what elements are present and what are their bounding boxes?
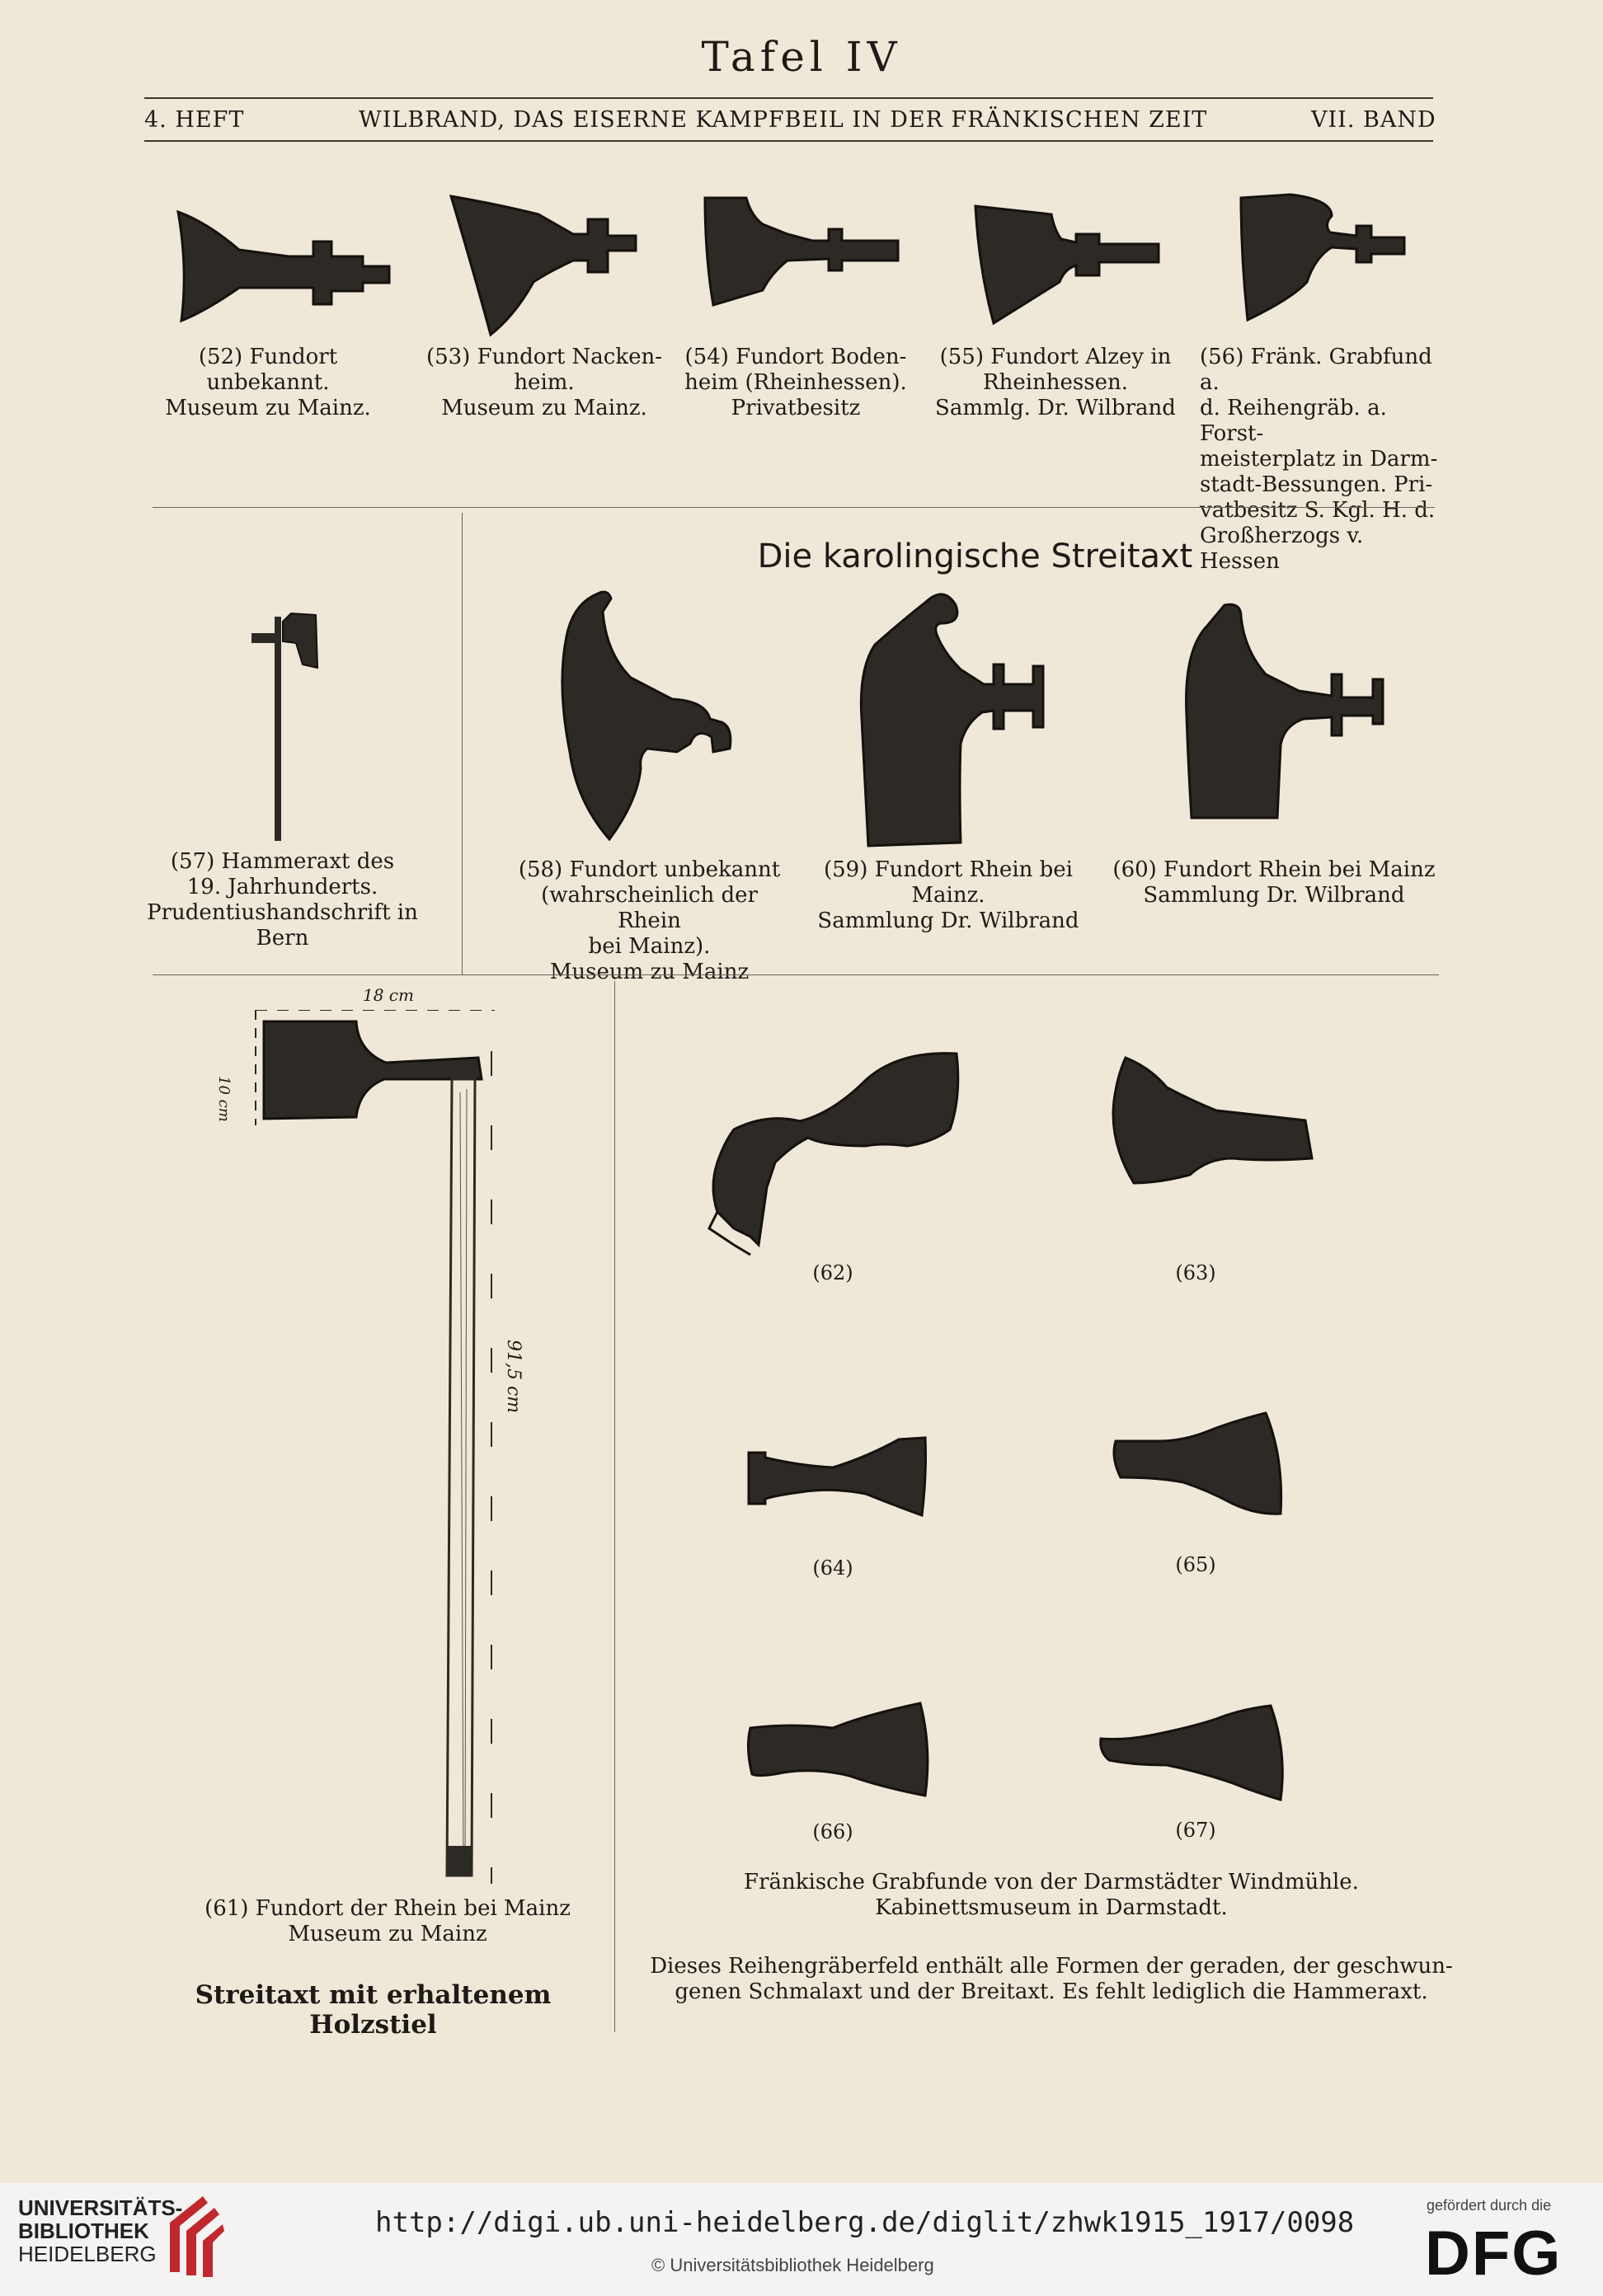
label-67: (67) [1175,1819,1216,1842]
header-issue: 4. HEFT [144,107,245,133]
axe-figure-66 [742,1698,936,1801]
caption-60 [1101,857,1447,909]
caption-59-line: Mainz. [911,883,985,908]
note-paragraph [635,1954,1468,2005]
caption-54-line: heim (Rheinhessen). [684,370,907,395]
group-caption [660,1870,1443,1921]
caption-61-line: Museum zu Mainz [288,1922,487,1946]
caption-54-line: (54) Fundort Boden- [684,345,907,369]
caption-57-line: (57) Hammeraxt des [170,849,395,874]
copyright-notice: © Universitätsbibliothek Heidelberg [651,2255,934,2275]
caption-55 [924,345,1187,421]
caption-56-line: meisterplatz in Darm- [1200,447,1438,472]
caption-54-line: Privatbesitz [731,396,861,420]
section-title: Die karolingische Streitaxt [757,538,1193,575]
axe-figure-60 [1175,600,1398,823]
caption-56-line: vatbesitz S. Kgl. H. d. [1200,498,1436,523]
group-caption-line: Fränkische Grabfunde von der Darmstädter Windmühle. [744,1870,1359,1895]
caption-56-line: Großherzogs v. Hessen [1200,524,1364,574]
divider-row1 [153,507,1435,508]
axe-figure-64 [742,1433,928,1519]
axe-figure-56 [1233,191,1410,323]
hammer-axe-figure-57 [243,610,326,845]
label-64: (64) [812,1556,853,1580]
caption-55-line: (55) Fundort Alzey in [939,345,1172,369]
caption-55-line: Sammlg. Dr. Wilbrand [935,396,1176,420]
caption-56-line: d. Reihengräb. a. Forst- [1200,396,1387,446]
funding-note: gefördert durch die [1427,2197,1552,2214]
caption-53-line: Museum zu Mainz. [441,396,647,420]
caption-57-line: Bern [256,926,309,951]
axe-figure-63 [1101,1051,1315,1187]
caption-58-line: bei Mainz). [588,934,711,959]
caption-58-line: (58) Fundort unbekannt [518,857,781,882]
library-name-line1: UNIVERSITÄTS- [18,2195,183,2220]
header-volume: VII. BAND [1311,107,1436,133]
axe-figure-65 [1109,1408,1286,1524]
caption-58 [507,857,792,985]
label-66: (66) [812,1820,853,1843]
caption-56-line: (56) Fränk. Grabfund a. [1200,345,1432,395]
caption-58-line: Museum zu Mainz [549,960,750,984]
dfg-logo: DFG [1425,2219,1563,2289]
library-name [18,2196,182,2265]
caption-58-line: (wahrscheinlich der Rhein [541,883,758,933]
caption-60-line: Sammlung Dr. Wilbrand [1143,883,1405,908]
caption-57 [132,849,433,951]
caption-60-line: (60) Fundort Rhein bei Mainz [1112,857,1436,882]
axe-figure-52 [173,202,396,330]
axe-figure-53 [441,191,643,340]
library-name-line3: HEIDELBERG [18,2242,157,2266]
axe-figure-54 [697,191,903,315]
caption-55-line: Rheinhessen. [983,370,1128,395]
note-line: Dieses Reihengräberfeld enthält alle Formen der geraden, der geschwun- [650,1954,1453,1979]
group-caption-line: Kabinettsmuseum in Darmstadt. [875,1895,1228,1920]
measure-length-label: 91,5 cm [503,1340,524,1414]
caption-61 [190,1896,585,1947]
caption-53-line: (53) Fundort Nacken- [425,345,663,369]
axe-figure-62 [684,1047,973,1257]
caption-53-line: heim. [514,370,575,395]
caption-53 [416,345,672,421]
caption-59 [804,857,1093,934]
ub-logo-icon [162,2190,228,2280]
library-name-line2: BIBLIOTHEK [18,2219,149,2243]
caption-57-line: Prudentiushandschrift in [147,900,418,925]
header-rule-bottom [144,140,1433,142]
measure-height-label: 10 cm [215,1076,233,1122]
axe-figure-67 [1093,1702,1290,1805]
caption-52-line: (52) Fundort unbekannt. [198,345,338,395]
caption-61-line: (61) Fundort der Rhein bei Mainz [204,1896,571,1921]
label-65: (65) [1175,1553,1216,1576]
axe-figure-55 [969,203,1167,326]
axe-with-handle-figure-61 [247,1010,519,1900]
caption-54 [668,345,924,421]
caption-52 [140,345,396,421]
page-title: Tafel IV [701,33,902,81]
caption-57-line: 19. Jahrhunderts. [186,875,378,899]
measure-width-label: 18 cm [363,985,414,1005]
left-heading: Streitaxt mit erhaltenem Holzstiel [195,1980,552,2040]
caption-52-line: Museum zu Mainz. [165,396,371,420]
permalink-url[interactable]: http://digi.ub.uni-heidelberg.de/diglit/zhwk1915_1917/0098 [375,2206,1355,2239]
caption-59-line: (59) Fundort Rhein bei [824,857,1073,882]
divider-row2-vertical [462,513,463,974]
header-rule-top [144,97,1433,99]
note-line: genen Schmalaxt und der Breitaxt. Es fehlt lediglich die Hammeraxt. [675,1979,1428,2004]
axe-figure-58 [548,587,746,847]
caption-56-line: stadt-Bessungen. Pri- [1200,472,1433,497]
label-63: (63) [1175,1261,1216,1284]
header-title: WILBRAND, DAS EISERNE KAMPFBEIL IN DER FRÄNKISCHEN ZEIT [359,107,1208,133]
caption-59-line: Sammlung Dr. Wilbrand [817,909,1079,933]
divider-row2 [153,974,1439,975]
divider-row3-vertical [614,981,615,2032]
axe-figure-59 [837,587,1051,851]
label-62: (62) [812,1261,853,1284]
footer-bar [0,2183,1603,2296]
